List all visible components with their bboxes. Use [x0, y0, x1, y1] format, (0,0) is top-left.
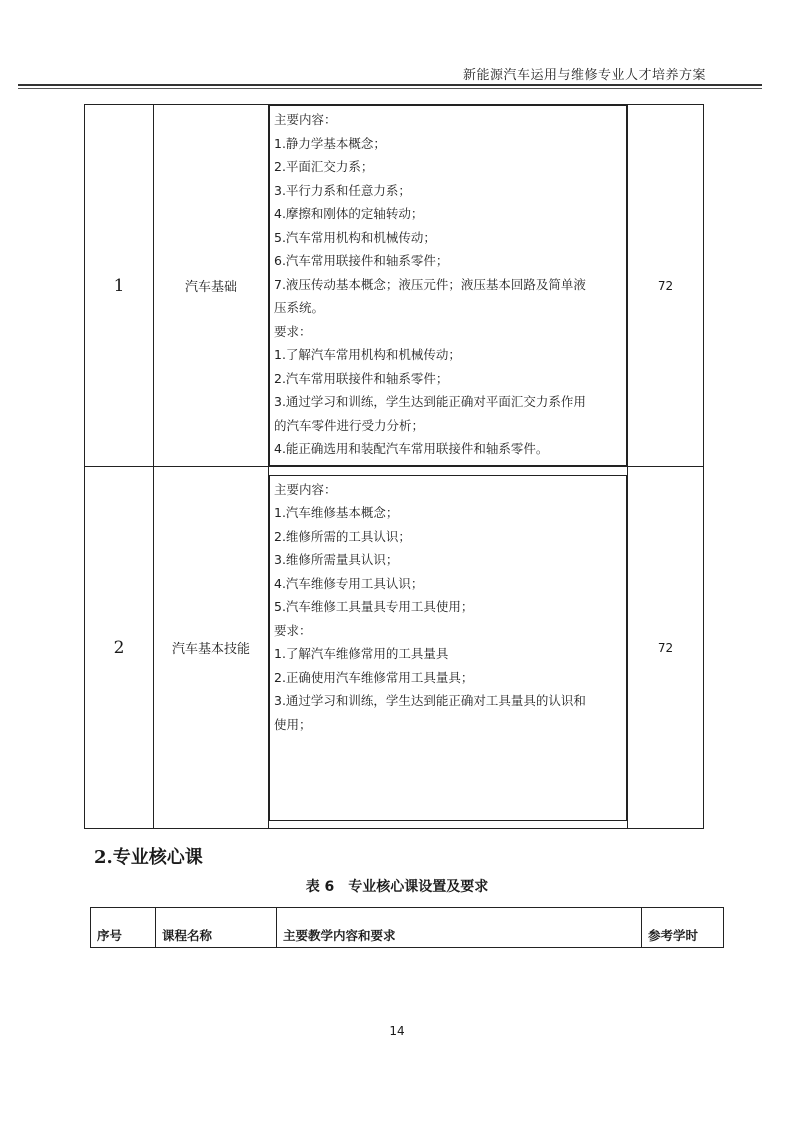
course-hours: 72	[628, 467, 704, 829]
content-line: 6.汽车常用联接件和轴系零件；	[274, 253, 449, 269]
content-line: 1.汽车维修基本概念；	[274, 505, 399, 520]
content-line: 2.正确使用汽车维修常用工具量具；	[274, 669, 474, 685]
table-row	[85, 467, 704, 829]
content-line: 1.静力学基本概念；	[274, 135, 386, 151]
core-course-table-header	[90, 907, 724, 948]
table-caption: 表 6 专业核心课设置及要求	[305, 879, 489, 895]
content-line: 2.维修所需的工具认识；	[274, 528, 411, 544]
content-line: 1.了解汽车常用机构和机械传动；	[274, 347, 461, 363]
content-line: 使用；	[274, 716, 312, 732]
content-line: 3.通过学习和训练，学生达到能正确对平面汇交力系作用	[274, 394, 586, 410]
header-rule-thin	[18, 88, 762, 89]
content-line: 2.汽车常用联接件和轴系零件；	[274, 370, 449, 386]
document-header-title: 新能源汽车运用与维修专业人才培养方案	[462, 68, 706, 83]
course-name: 汽车基本技能	[154, 467, 269, 829]
course-index: 1	[85, 105, 154, 467]
column-header-course-name: 课程名称	[156, 908, 277, 948]
content-line: 4.汽车维修专用工具认识；	[274, 575, 424, 591]
content-line: 的汽车零件进行受力分析；	[274, 417, 425, 433]
table-row	[85, 105, 704, 467]
content-line: 4.能正确选用和装配汽车常用联接件和轴系零件。	[274, 441, 549, 457]
content-line: 要求：	[274, 622, 312, 638]
column-header-content: 主要教学内容和要求	[277, 908, 642, 948]
content-line: 5.汽车维修工具量具专用工具使用；	[274, 599, 474, 614]
section-heading: 2.专业核心课	[94, 847, 203, 868]
course-name: 汽车基础	[154, 105, 269, 467]
content-line: 4.摩擦和刚体的定轴转动；	[274, 206, 424, 222]
course-content	[269, 467, 628, 829]
column-header-index: 序号	[91, 908, 156, 948]
column-header-hours: 参考学时	[642, 908, 724, 948]
content-line: 3.通过学习和训练，学生达到能正确对工具量具的认识和	[274, 693, 586, 708]
content-line: 5.汽车常用机构和机械传动；	[274, 229, 436, 245]
content-line: 7.液压传动基本概念；液压元件；液压基本回路及简单液	[274, 276, 586, 292]
course-hours: 72	[628, 105, 704, 467]
content-line: 2.平面汇交力系；	[274, 159, 374, 175]
course-content-box	[269, 105, 627, 466]
content-line: 3.维修所需量具认识；	[274, 552, 399, 567]
course-index: 2	[85, 467, 154, 829]
content-line: 压系统。	[274, 300, 325, 316]
content-line: 主要内容：	[274, 112, 337, 128]
content-line: 1.了解汽车维修常用的工具量具	[274, 646, 449, 661]
content-line: 3.平行力系和任意力系；	[274, 182, 411, 198]
course-content-box	[269, 475, 627, 821]
page-number: 14	[389, 1024, 405, 1038]
table-header-row	[91, 908, 724, 948]
content-line: 要求：	[274, 323, 312, 339]
header-rule	[18, 84, 762, 86]
course-table	[84, 104, 704, 829]
course-content	[269, 105, 628, 467]
content-line: 主要内容：	[274, 481, 337, 497]
